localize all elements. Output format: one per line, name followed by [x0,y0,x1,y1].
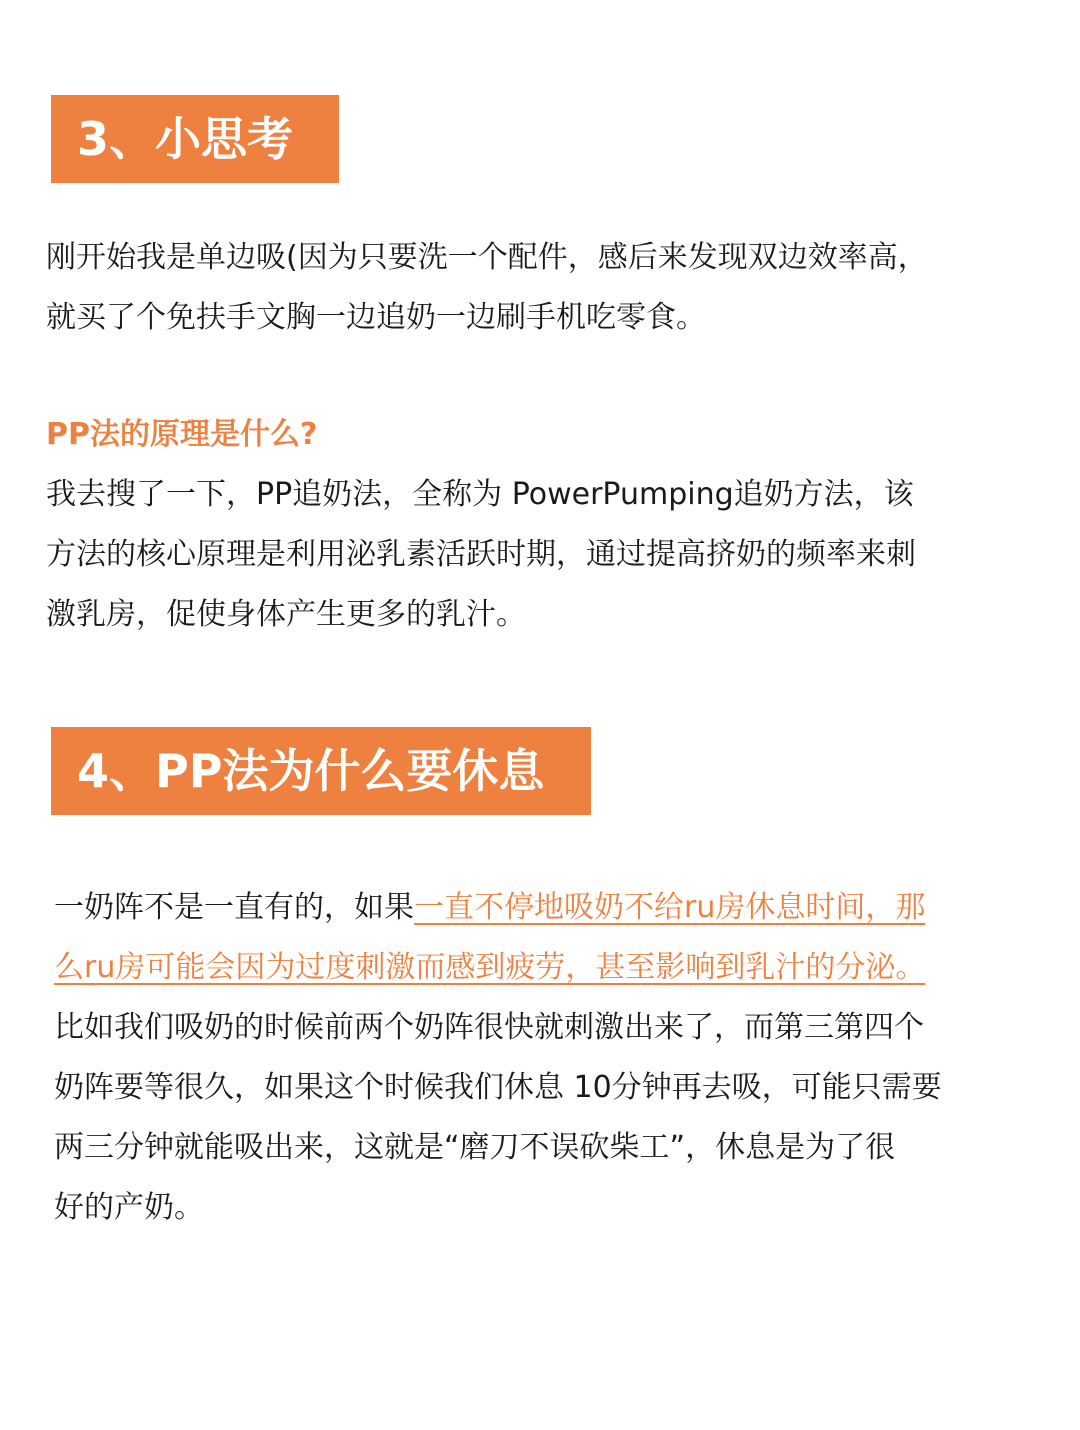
section-3-paragraph-2 [46,465,1036,645]
section-4-paragraph [54,878,1044,1238]
text-line: 激乳房，促使身体产生更多的乳汁。 [46,597,526,632]
text-line [54,878,1044,938]
text-line: 刚开始我是单边吸(因为只要洗一个配件，感后来发现双边效率高， [46,240,928,275]
highlighted-text: 一直不停地吸奶不给ru房休息时间，那 [414,890,926,925]
text-line: 两三分钟就能吸出来，这就是“磨刀不误砍柴工”，休息是为了很 [54,1130,896,1165]
text-line: 我去搜了一下，PP追奶法，全称为 PowerPumping追奶方法，该 [46,477,914,512]
text-line: 就买了个免扶手文胸一边追奶一边刷手机吃零食。 [46,300,706,335]
text-line: 方法的核心原理是利用泌乳素活跃时期，通过提高挤奶的频率来刺 [46,537,916,572]
text-line: 比如我们吸奶的时候前两个奶阵很快就刺激出来了，而第三第四个 [54,1010,924,1045]
text-line: 好的产奶。 [54,1190,204,1225]
section-3-paragraph-1 [46,228,1036,348]
section-3-subheading: PP法的原理是什么? [46,417,318,452]
text-line [54,938,1044,998]
section-3-heading: 3、小思考 [51,95,339,183]
highlighted-text: 么ru房可能会因为过度刺激而感到疲劳，甚至影响到乳汁的分泌。 [54,950,926,985]
plain-text: 一奶阵不是一直有的，如果 [54,890,414,925]
section-4-heading: 4、PP法为什么要休息 [51,727,591,815]
text-line: 奶阵要等很久，如果这个时候我们休息 10分钟再去吸，可能只需要 [54,1070,942,1105]
